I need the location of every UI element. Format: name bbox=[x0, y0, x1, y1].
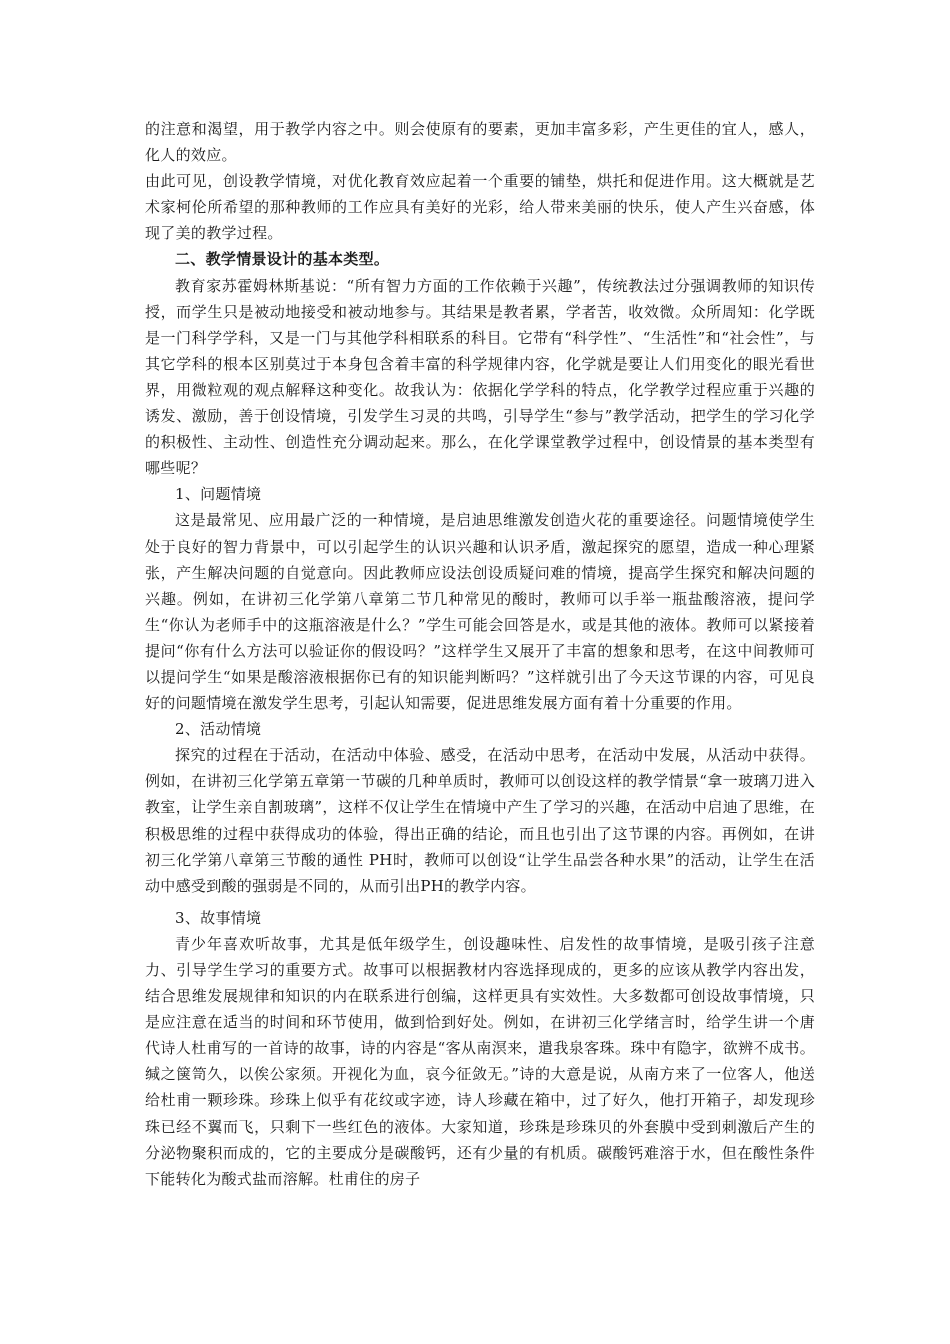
subheading-story-situation: 3、故事情境 bbox=[175, 908, 262, 927]
section-heading: 二、教学情景设计的基本类型。 bbox=[175, 250, 390, 269]
paragraph-conclusion: 由此可见，创设教学情境，对优化教育效应起着一个重要的铺垫，烘托和促进作用。这大概就是艺术家柯伦所希望的那种教师的工作应具有美好的光彩，给人带来美丽的快乐，使人产生兴奋感，体现了美的教学过程。 bbox=[145, 172, 815, 243]
document-page bbox=[145, 116, 815, 1192]
paragraph-story-situation: 青少年喜欢听故事，尤其是低年级学生，创设趣味性、启发性的故事情境，是吸引孩子注意力、引导学生学习的重要方式。故事可以根据教材内容选择现成的，更多的应该从教学内容出发，结合思维发展规律和知识的内在联系进行创编，这样更具有实效性。大多数都可创设故事情境，只是应注意在适当的时间和环节使用，做到恰到好处。例如，在讲初三化学绪言时，给学生讲一个唐代诗人杜甫写的一首诗的故事，诗的内容是“客从南溟来，遣我泉客珠。珠中有隐字，欲辨不成书。缄之箧笥久，以俟公家须。开视化为血，哀今征敛无。”诗的大意是说，从南方来了一位客人，他送给杜甫一颗珍珠。珍珠上似乎有花纹或字迹，诗人珍藏在箱中，过了好久，他打开箱子，却发现珍珠已经不翼而飞，只剩下一些红色的液体。大家知道，珍珠是珍珠贝的外套膜中受到刺激后产生的分泌物聚积而成的，它的主要成分是碳酸钙，还有少量的有机质。碳酸钙难溶于水，但在酸性条件下能转化为酸式盐而溶解。杜甫住的房子 bbox=[145, 934, 815, 1188]
subheading-problem-situation: 1、问题情境 bbox=[175, 485, 262, 504]
paragraph-activity-situation: 探究的过程在于活动，在活动中体验、感受，在活动中思考，在活动中发展，从活动中获得。例如，在讲初三化学第五章第一节碳的几种单质时，教师可以创设这样的教学情景“拿一玻璃刀进入教室，让学生亲自割玻璃”，这样不仅让学生在情境中产生了学习的兴趣，在活动中启迪了思维，在积极思维的过程中获得成功的体验，得出正确的结论，而且也引出了这节课的内容。再例如，在讲初三化学第八章第三节酸的通性 PH时，教师可以创设“让学生品尝各种水果”的活动，让学生在活动中感受到酸的强弱是不同的，从而引出PH的教学内容。 bbox=[145, 746, 815, 895]
paragraph-intro: 教育家苏霍姆林斯基说：“所有智力方面的工作依赖于兴趣”，传统教法过分强调教师的知识传授，而学生只是被动地接受和被动地参与。其结果是教者累，学者苦，收效微。众所周知：化学既是一门科学学科，又是一门与其他学科相联系的科目。它带有“科学性”、“生活性”和“社会性”，与其它学科的根本区别莫过于本身包含着丰富的科学规律内容，化学就是要让人们用变化的眼光看世界，用微粒观的观点解释这种变化。故我认为：依据化学学科的特点，化学教学过程应重于兴趣的诱发、激励，善于创设情境，引发学生习灵的共鸣，引导学生“参与”教学活动，把学生的学习化学的积极性、主动性、创造性充分调动起来。那么，在化学课堂教学过程中，创设情景的基本类型有哪些呢？ bbox=[145, 276, 815, 478]
paragraph-continuation: 的注意和渴望，用于教学内容之中。则会使原有的要素，更加丰富多彩，产生更佳的宜人，感人，化人的效应。 bbox=[145, 120, 815, 165]
subheading-activity-situation: 2、活动情境 bbox=[175, 720, 262, 739]
paragraph-problem-situation: 这是最常见、应用最广泛的一种情境，是启迪思维激发创造火花的重要途径。问题情境使学生处于良好的智力背景中，可以引起学生的认识兴趣和认识矛盾，激起探究的愿望，造成一种心理紧张，产生解决问题的自觉意向。因此教师应设法创设质疑问难的情境，提高学生探究和解决问题的兴趣。例如，在讲初三化学第八章第二节几种常见的酸时，教师可以手举一瓶盐酸溶液，提问学生“你认为老师手中的这瓶溶液是什么？”学生可能会回答是水，或是其他的液体。教师可以紧接着提问“你有什么方法可以验证你的假设吗？”这样学生又展开了丰富的想象和思考，在这中间教师可以提问学生“如果是酸溶液根据你已有的知识能判断吗？”这样就引出了今天这节课的内容，可见良好的问题情境在激发学生思考，引起认知需要，促进思维发展方面有着十分重要的作用。 bbox=[145, 511, 815, 713]
